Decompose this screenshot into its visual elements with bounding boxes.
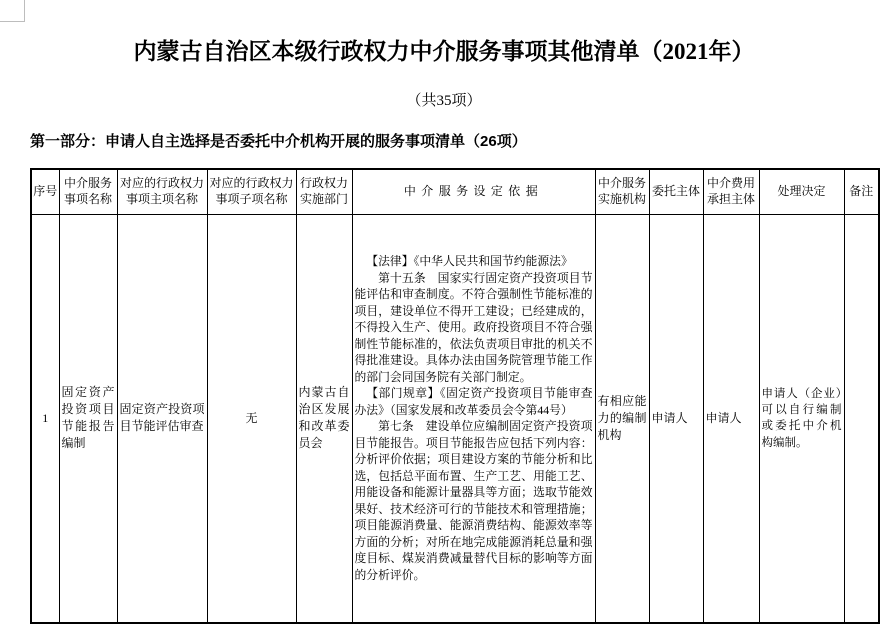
col-header-service-item: 中介服务事项名称 — [59, 169, 117, 214]
col-header-remarks: 备注 — [844, 169, 879, 214]
cell-remarks — [844, 214, 879, 623]
cell-legal-basis — [352, 214, 595, 623]
col-header-sub-item: 对应的行政权力事项子项名称 — [207, 169, 296, 214]
legal-basis-paragraph-article15: 第十五条 国家实行固定资产投资项目节能评估和审查制度。不符合强制性节能标准的项目，建设单位不得开工建设；已经建成的，不得投入生产、使用。政府投资项目不符合强制性节能标准的，依法负责项目审批的机关不得批准建设。具体办法由国务院管理节能工作的部门会同国务院有关部门制定。 — [354, 270, 593, 384]
cell-fee-bearer: 申请人 — [703, 214, 759, 623]
table-header-row — [31, 169, 879, 214]
col-header-parent-item: 对应的行政权力事项主项名称 — [117, 169, 207, 214]
page-title: 内蒙古自治区本级行政权力中介服务事项其他清单（2021年） — [133, 39, 755, 64]
legal-basis-text — [355, 253, 593, 583]
col-header-implementing-department: 行政权力实施部门 — [296, 169, 352, 214]
cell-service-item: 固定资产投资项目节能报告编制 — [59, 214, 117, 623]
col-header-entrusting-party: 委托主体 — [649, 169, 703, 214]
col-header-legal-basis: 中介服务设定依据 — [352, 169, 595, 214]
legal-basis-paragraph-regulation: 【部门规章】《固定资产投资项目节能审查办法》（国家发展和改革委员会令第44号） — [354, 386, 593, 417]
cell-sub-item: 无 — [207, 214, 296, 623]
section-heading: 第一部分：申请人自主选择是否委托中介机构开展的服务事项清单（26项） — [30, 133, 527, 150]
service-items-table — [30, 168, 880, 624]
col-header-service-agency: 中介服务实施机构 — [595, 169, 649, 214]
cell-decision: 申请人（企业）可以自行编制或委托中介机构编制。 — [759, 214, 844, 623]
legal-basis-paragraph-article7: 第七条 建设单位应编制固定资产投资项目节能报告。项目节能报告应包括下列内容：分析评价依据；项目建设方案的节能分析和比选，包括总平面布置、生产工艺、用能工艺、用能设备和能源计量器具等方面；选取节能效果好、技术经济可行的节能技术和管理措施；项目能源消费量、能源消费结构、能源效率等方面的分析；对所在地完成能源消耗总量和强度目标、煤炭消费减量替代目标的影响等方面的分析评价。 — [354, 419, 593, 582]
col-header-fee-bearer: 中介费用承担主体 — [703, 169, 759, 214]
cell-entrusting-party: 申请人 — [649, 214, 703, 623]
col-header-decision: 处理决定 — [759, 169, 844, 214]
cell-parent-item: 固定资产投资项目节能评估审查 — [117, 214, 207, 623]
table-row — [31, 214, 879, 623]
cell-implementing-department: 内蒙古自治区发展和改革委员会 — [296, 214, 352, 623]
page-corner-mark — [0, 0, 25, 22]
col-header-seq: 序号 — [31, 169, 59, 214]
page-subtitle: （共35项） — [406, 93, 482, 109]
cell-seq: 1 — [31, 214, 59, 623]
legal-basis-paragraph-law: 【法律】《中华人民共和国节约能源法》 — [366, 254, 573, 269]
cell-service-agency: 有相应能力的编制机构 — [595, 214, 649, 623]
